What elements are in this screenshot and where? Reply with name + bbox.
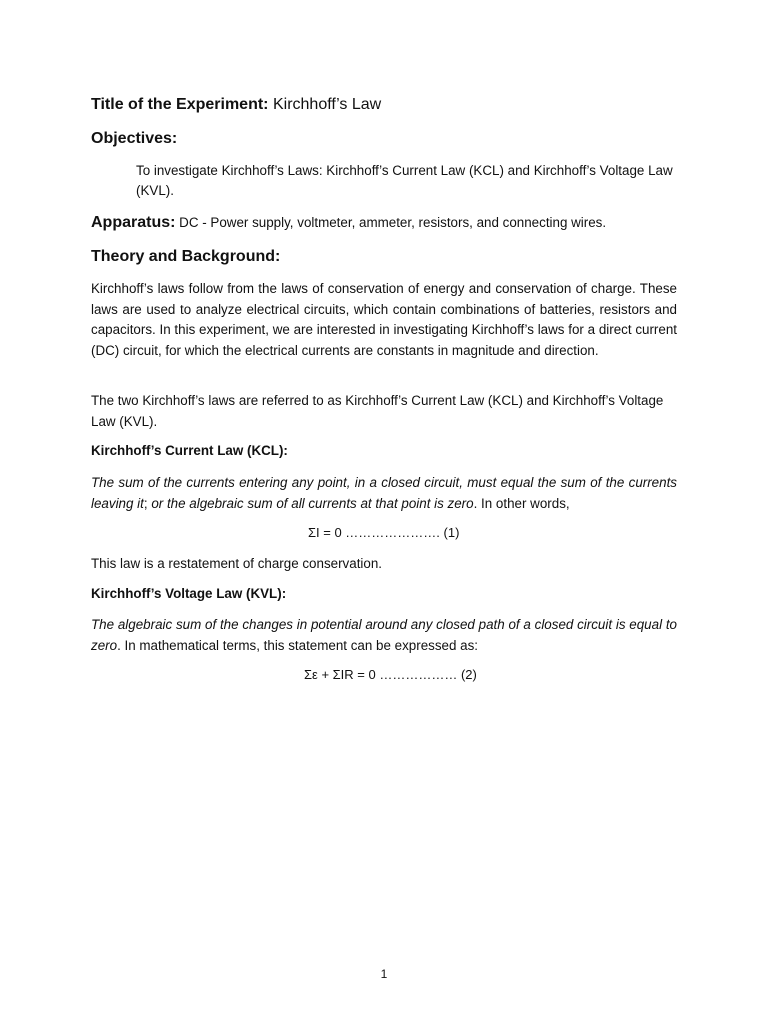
theory-paragraph: Kirchhoff’s laws follow from the laws of conservation of energy and conservation of charge. These laws are used to analyze electrical circuits, which contain combinations of batteries, resistors and capacitors. In this experiment, we are interested in investigating Kirchhoff’s laws for a direct current (DC) circuit, for which the electrical currents are constants in magnitude and direction. bbox=[91, 281, 677, 358]
kvl-statement: The algebraic sum of the changes in potential around any closed path of a closed circuit is equal to zero bbox=[91, 617, 677, 653]
kvl-paragraph bbox=[91, 615, 677, 656]
kcl-tail: . In other words, bbox=[473, 495, 570, 511]
theory-heading: Theory and Background: bbox=[91, 248, 281, 265]
kcl-paragraph bbox=[91, 473, 677, 514]
equation-2: Σε + ΣIR = 0 ……………… (2) bbox=[304, 667, 477, 682]
kcl-separator: ; bbox=[143, 495, 152, 511]
kcl-statement-part-2: or the algebraic sum of all currents at that point is zero bbox=[151, 495, 474, 511]
kcl-statement-part-1: The sum of the currents entering any point, in a closed circuit, must equal the sum of the currents leaving it bbox=[91, 475, 677, 511]
objectives-heading: Objectives: bbox=[91, 130, 178, 147]
two-laws-paragraph: The two Kirchhoff’s laws are referred to as Kirchhoff’s Current Law (KCL) and Kirchhoff’s Voltage Law (KVL). bbox=[91, 393, 664, 429]
equation-1: ΣI = 0 …………………. (1) bbox=[308, 525, 460, 540]
experiment-title bbox=[91, 94, 381, 116]
kvl-tail: . In mathematical terms, this statement can be expressed as: bbox=[117, 637, 479, 653]
kvl-heading: Kirchhoff’s Voltage Law (KVL): bbox=[91, 586, 287, 601]
apparatus-line bbox=[91, 212, 606, 234]
apparatus-label: Apparatus: bbox=[91, 214, 176, 231]
apparatus-value: DC - Power supply, voltmeter, ammeter, resistors, and connecting wires. bbox=[175, 215, 607, 230]
kcl-heading: Kirchhoff’s Current Law (KCL): bbox=[91, 443, 288, 458]
title-value: Kirchhoff’s Law bbox=[268, 96, 382, 113]
page-number: 1 bbox=[380, 967, 388, 981]
title-label: Title of the Experiment: bbox=[91, 96, 269, 113]
objective-text: To investigate Kirchhoff’s Laws: Kirchhoff’s Current Law (KCL) and Kirchhoff’s Voltage Law (KVL). bbox=[136, 163, 673, 198]
restatement-paragraph: This law is a restatement of charge conservation. bbox=[91, 556, 383, 571]
